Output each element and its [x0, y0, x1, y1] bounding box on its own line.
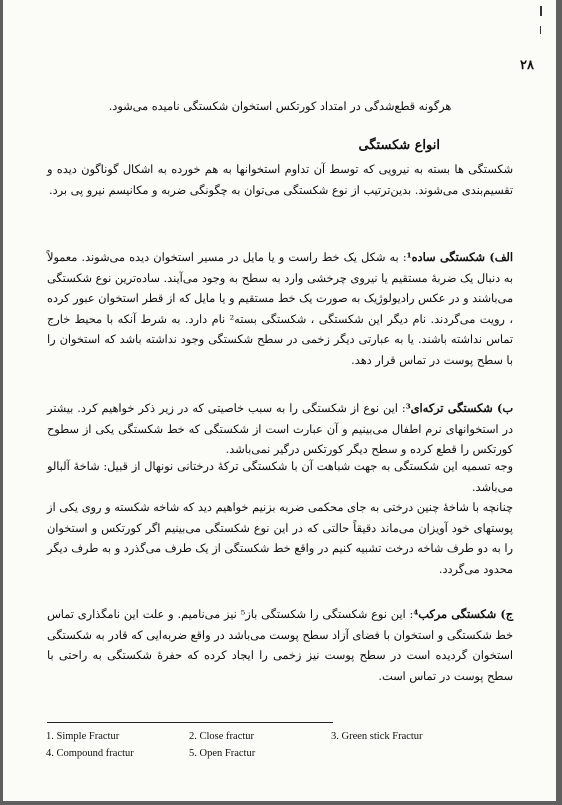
margin-mark: [540, 6, 542, 16]
simple-fracture-text: : به شکل یک خط راست و یا مایل در مسیر استخوان دیده می‌شوند. معمولاً به دنبال یک ضربهٔ مستقیم یا نیروی چرخشی وارد به سطح به وجود می‌آیند. ساده‌ترین نوع شکستگی می‌باشند و در عکس رادیولوژیک به صورت یک خط مستقیم و یا مایل که از قطر استخوان عبور کرده ، رویت می‌گردند. نام دیگر این شکستگی ، شکستگی بسته² نام دارد. به شرط آنکه با محیط خارج تماس نداشته باشند. یا به عبارتی دیگر زخمی در سطح شکستگی وجود نداشته باشد که استخوان را با سطح پوست در تماس قرار دهد.: [46, 251, 513, 367]
footnote-5: 5. Open Fractur: [189, 748, 256, 759]
footnote-rule: [47, 722, 333, 723]
compound-fracture-label: ج) شکستگی مرکب⁴: [413, 607, 514, 621]
footnote-2: 2. Close fractur: [189, 731, 255, 742]
compound-fracture-text: : این نوع شکستگی را شکستگی باز⁵ نیز می‌نامیم. و علت این نامگذاری تماس خط شکستگی و استخوان با فضای آزاد سطح پوست می‌باشد در واقع ضربه‌ایی که قادر به شکستگی استخوان گردیده است در سطح پوست نیز زخمی را ایجاد کرده که حفرهٔ شکستگی به راحتی با سطح پوست در تماس است.: [47, 608, 513, 683]
footnote-1: 1. Simple Fractur: [46, 731, 120, 742]
greenstick-fracture-text: : این نوع از شکستگی را به سبب خاصیتی که در زیر ذکر خواهیم کرد. بیشتر در استخوانهای نرم اطفال می‌بینیم و آن عبارت است از شکستگی که خط شکستگی یکی از سطوح کورتکس را قطع کرده و سطح دیگر کورتکس درگیر نمی‌باشد.: [47, 402, 513, 456]
footnote-4: 4. Compound fractur: [46, 748, 134, 759]
greenstick-fracture-paragraph: [47, 398, 513, 461]
simple-fracture-paragraph: [47, 247, 513, 371]
footnote-3: 3. Green stick Fractur: [331, 731, 423, 742]
section-heading: انواع شکستگی: [358, 138, 440, 153]
intro-paragraph: هرگونه قطع‌شدگی در امتداد کورتکس استخوان شکستگی نامیده می‌شود.: [108, 100, 452, 113]
simple-fracture-label: الف) شکستگی ساده¹: [406, 250, 513, 264]
types-paragraph: شکستگی ها بسته به نیرویی که توسط آن تداوم استخوانها به هم خورده به اشکال گوناگون دیده و تقسیم‌بندی می‌شوند. بدین‌ترتیب از نوع شکستگی می‌توان به چگونگی ضربه و مکانیسم نیرو پی برد.: [47, 163, 513, 197]
page-number: ۲۸: [520, 58, 534, 73]
book-page: [3, 0, 556, 801]
compound-fracture-paragraph: [47, 604, 513, 687]
naming-paragraph: وجه تسمیه این شکستگی به جهت شباهت آن با شکستگی ترکهٔ درختانی نونهال از قبیل: شاخهٔ آلبالو می‌باشد.: [47, 460, 513, 494]
margin-mark: [540, 26, 541, 34]
greenstick-fracture-label: ب) شکستگی ترکه‌ای³: [405, 401, 513, 415]
example-paragraph: چنانچه با شاخهٔ چنین درختی به جای محکمی ضربه بزنیم خواهیم دید که شاخه شکسته و روی یکی از پوستهای خود آویزان می‌ماند دقیقاً حالتی که در این نوع شکستگی می‌بینیم اگر کورتکس و استخوان را به دو طرف شاخه درخت تشبیه کنیم در واقع خط شکستگی از یک طرف می‌گذرد و به طرف دیگر محدود می‌گردد.: [47, 501, 513, 576]
